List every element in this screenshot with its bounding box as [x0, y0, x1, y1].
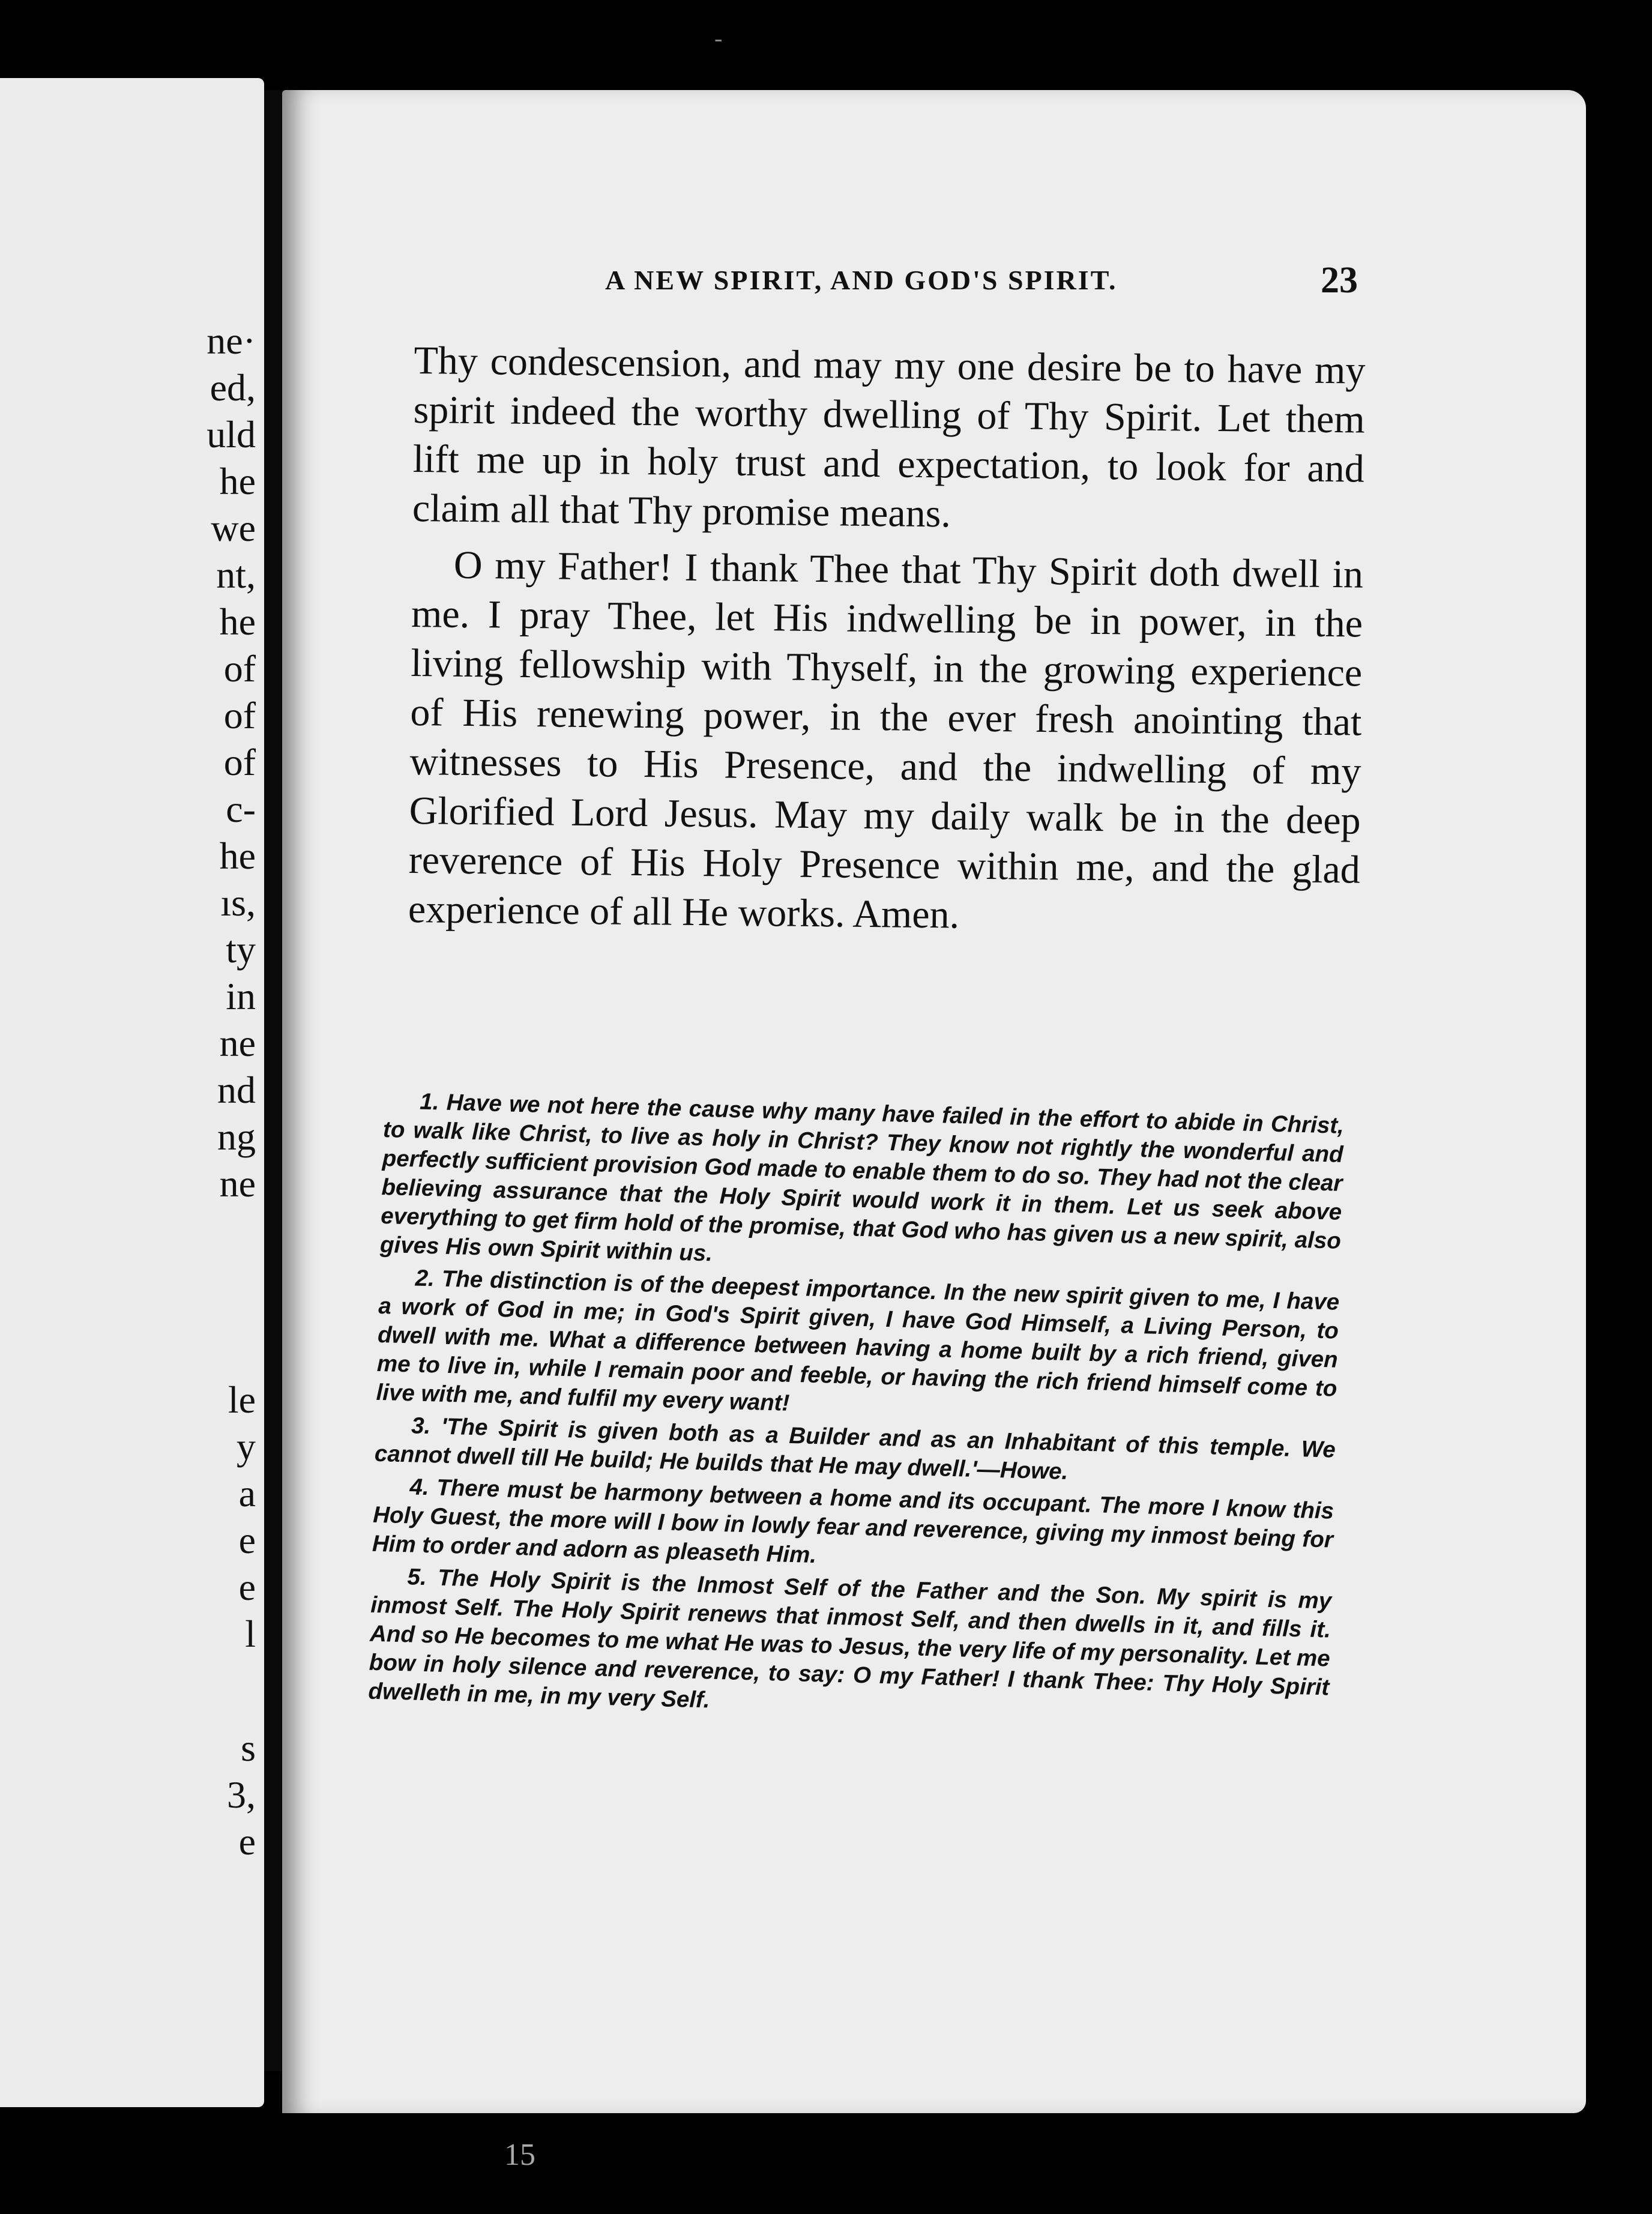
prayer-text: [408, 336, 1365, 952]
left-page-fragment: ed,: [210, 366, 256, 409]
bottom-mark: 15: [504, 2138, 535, 2172]
left-page-fragment: ıs,: [220, 881, 256, 924]
left-page-fragment: of: [223, 694, 256, 737]
footnote-5: 5. The Holy Spirit is the Inmost Self of the Father and the Son. My spirit is my inmost Self. The Holy Spirit renews that inmost Self, and then dwells in it, and fills it. And so He becomes to me what He was to Jesus, the very life of my personality. Let me bow in holy silence and reverence, to say: O my Father! I thank Thee: Thy Holy Spirit dwelleth in me, in my very Self.: [368, 1564, 1332, 1713]
left-page-fragment: 3,: [227, 1773, 256, 1816]
footnotes: [368, 1087, 1345, 1735]
left-page-fragment: ne: [219, 1022, 256, 1064]
left-page-fragment: uld: [206, 413, 256, 456]
left-page-fragment: le: [228, 1378, 256, 1421]
left-page-fragment: y: [237, 1425, 256, 1468]
left-page-fragment: we: [211, 507, 256, 549]
footnote-3: 3. 'The Spirit is given both as a Builder and as an Inhabitant of this temple. We cannot dwell till He build; He builds that He may dwell.'—Howe.: [374, 1413, 1336, 1485]
left-page: [0, 78, 264, 2107]
left-page-fragment: l: [245, 1612, 256, 1655]
prayer-paragraph: O my Father! I thank Thee that Thy Spirit doth dwell in me. I pray Thee, let His indwelling be in power, in the living fellowship with Thyself, in the growing experience of His renewing power, in the ever fresh anointing that witnesses to His Presence, and the indwelling of my Glorified Lord Jesus. May my daily walk be in the deep reverence of His Holy Presence within me, and the glad experience of all He works. Amen.: [408, 543, 1364, 937]
left-page-fragment: nt,: [216, 554, 256, 596]
left-page-fragment: nd: [217, 1069, 256, 1111]
left-page-fragment: ne: [219, 1162, 256, 1205]
footnote-1: 1. Have we not here the cause why many have failed in the effort to abide in Christ, to walk like Christ, to live as holy in Christ? They know not rightly the wonderful and perfectly sufficient provision God made to enable them to do so. They had not the clear believing assurance that the Holy Spirit would work it in them. Let us seek above everything to get firm hold of the promise, that God who has given us a new spirit, also gives His own Spirit within us.: [379, 1088, 1345, 1267]
left-page-fragment: ty: [226, 928, 256, 971]
left-page-fragment: he: [219, 600, 256, 643]
running-head: A NEW SPIRIT, AND GOD'S SPIRIT.: [605, 265, 1118, 295]
left-page-fragment: he: [219, 460, 256, 502]
left-page-fragment: he: [219, 834, 256, 877]
left-page-fragment: of: [223, 647, 256, 690]
page-number: 23: [1321, 260, 1358, 301]
left-page-fragment: in: [226, 975, 256, 1018]
footnote-2: 2. The distinction is of the deepest importance. In the new spirit given to me, I have a work of God in me; in God's Spirit given, I have God Himself, a Living Person, to dwell with me. What a difference between having a home built by a rich friend, given me to live in, while I remain poor and feeble, or having the rich friend himself come to live with me, and fulfil my every want!: [376, 1265, 1340, 1416]
left-page-fragment: a: [238, 1472, 256, 1515]
left-page-fragment: s: [241, 1727, 256, 1769]
prayer-paragraph: Thy condescension, and may my one desire be to have my spirit indeed the worthy dwelling of Thy Spirit. Let them lift me up in holy trust and expectation, to look for and claim all that Thy promise means.: [412, 338, 1366, 536]
left-page-fragment: c-: [226, 788, 256, 830]
left-page-fragment: e: [238, 1519, 256, 1561]
top-mark: -: [714, 25, 723, 52]
left-page-fragment: ne·: [206, 319, 256, 362]
left-page-fragment: of: [223, 741, 256, 783]
left-page-fragment: e: [238, 1566, 256, 1608]
footnote-4: 4. There must be harmony between a home and its occupant. The more I know this Holy Guest, the more will I bow in lowly fear and reverence, giving my inmost being for Him to order and adorn as pleaseth Him.: [372, 1474, 1334, 1569]
left-page-fragment: ng: [217, 1115, 256, 1158]
left-page-fragment: e: [238, 1820, 256, 1863]
